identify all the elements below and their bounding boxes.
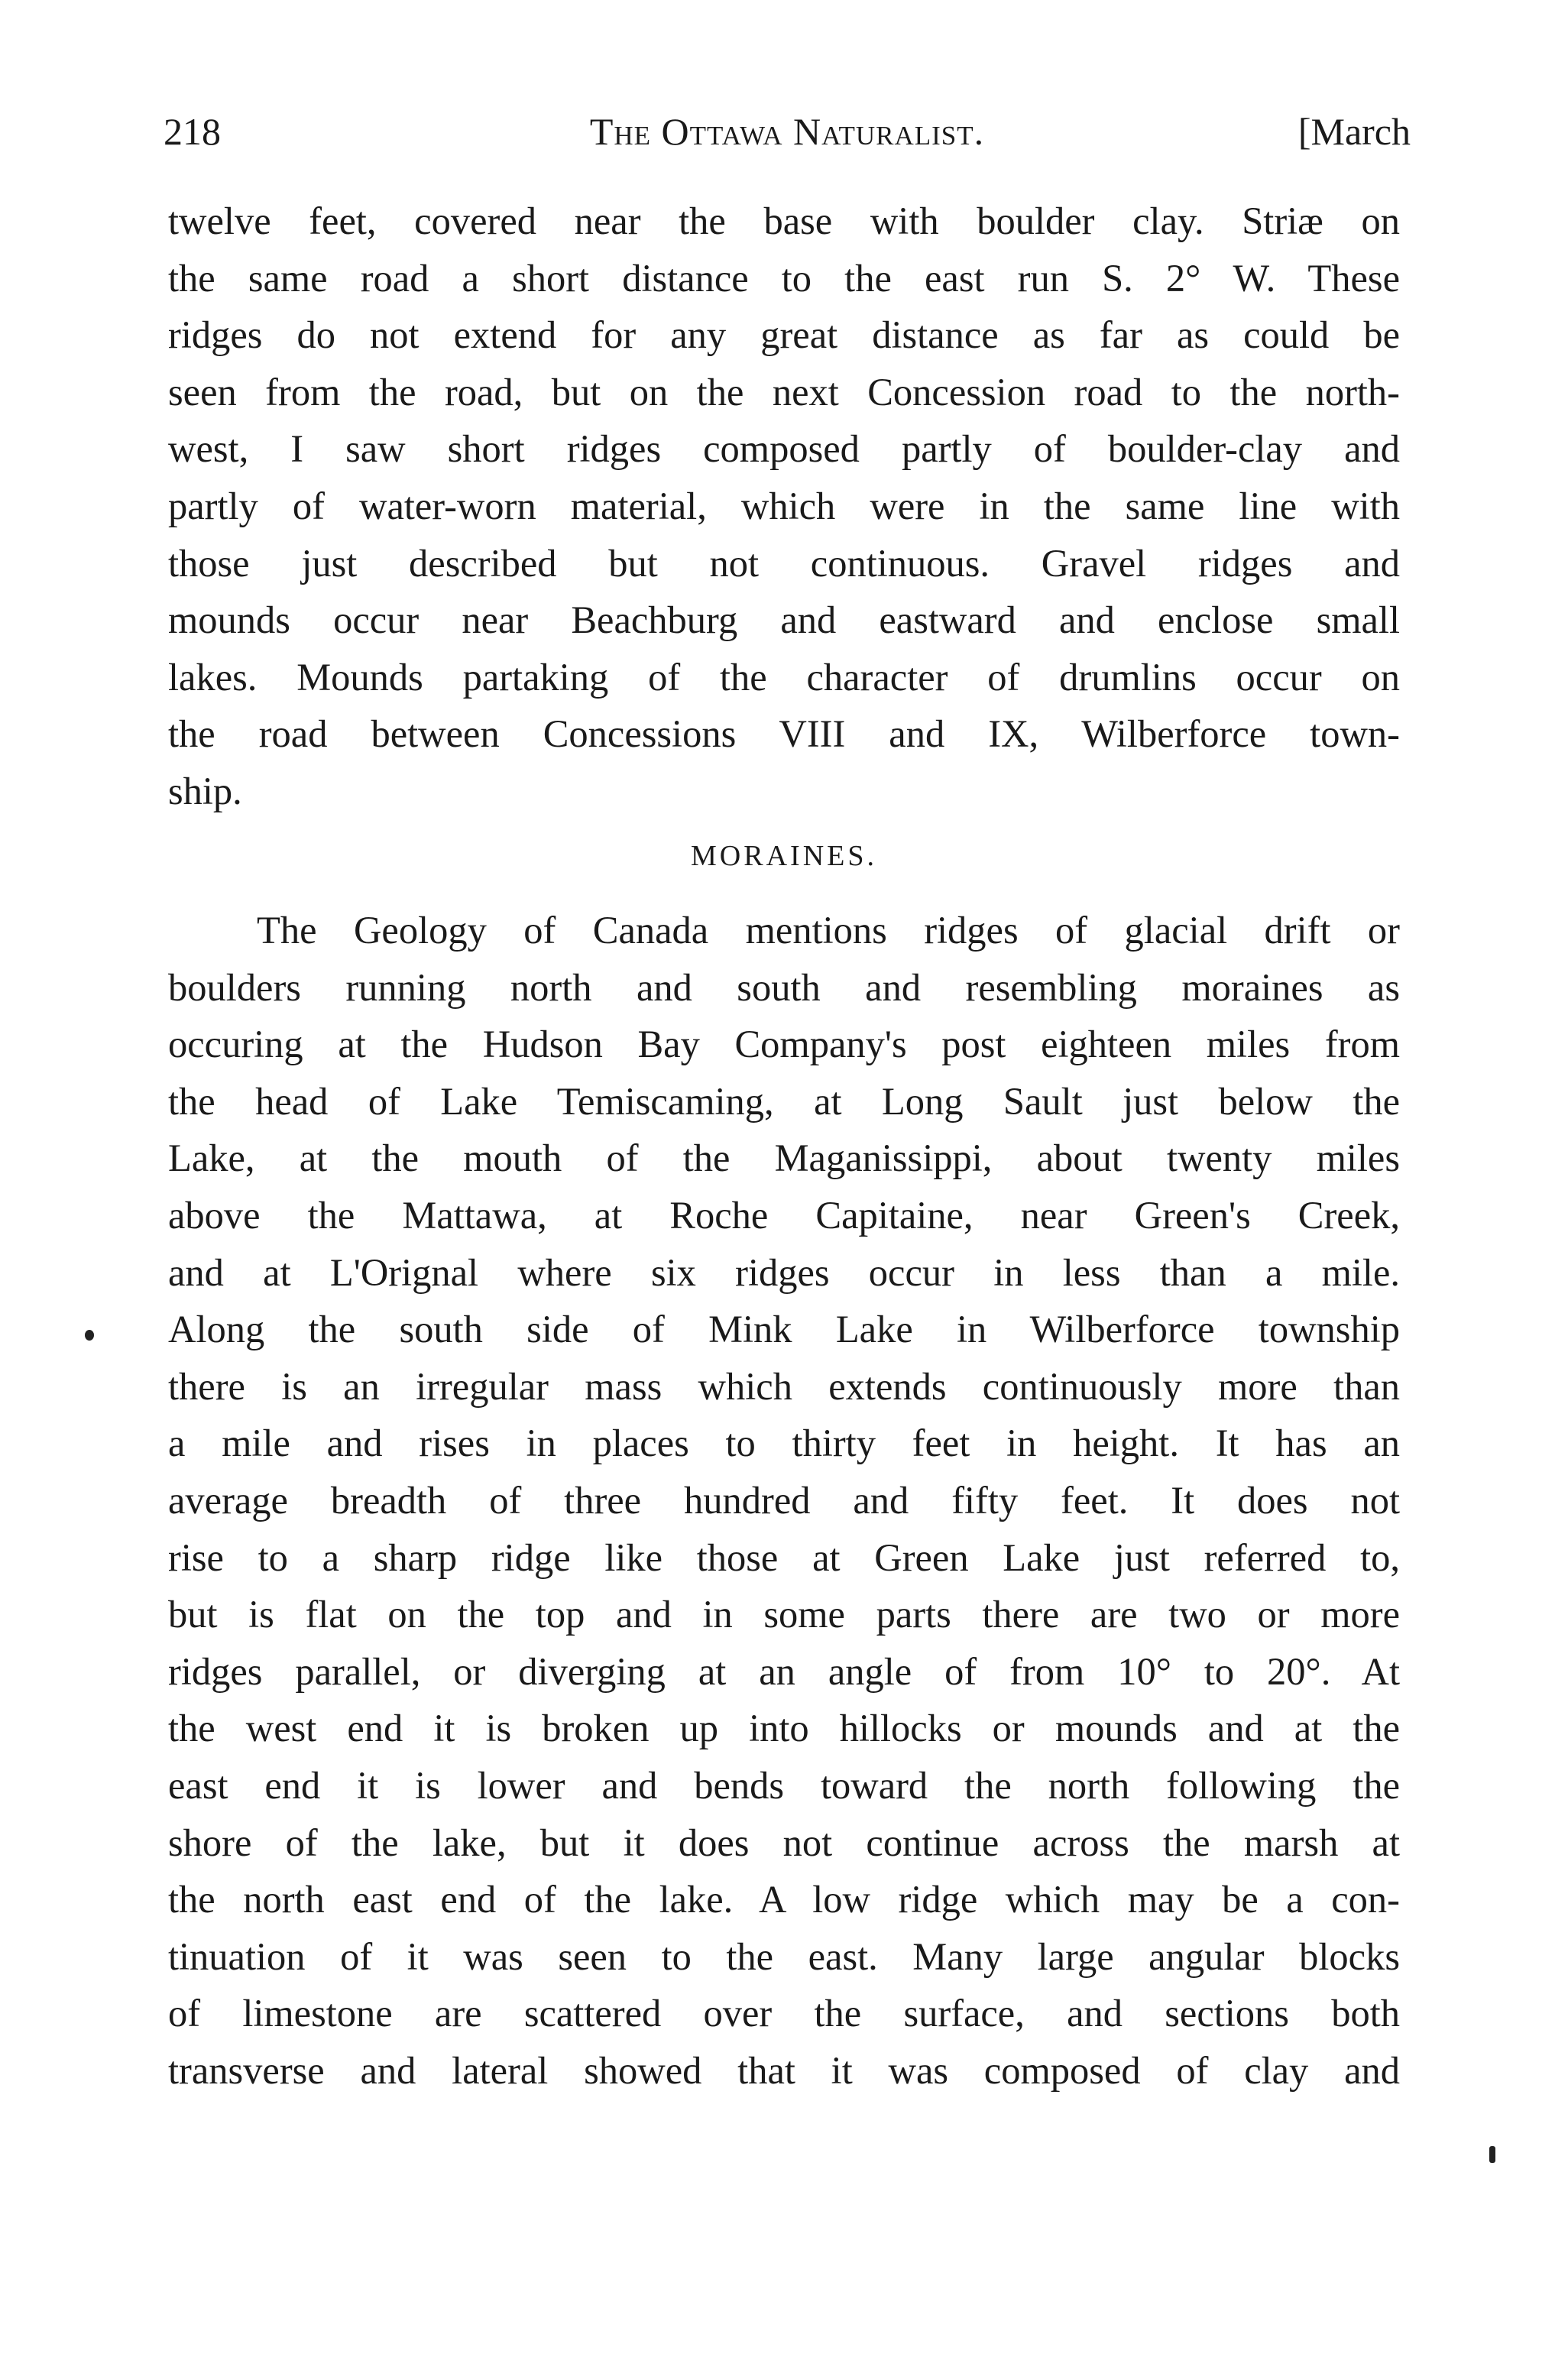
text-line: and at L'Orignal where six ridges occur in less than a mile.: [168, 1250, 1400, 1294]
text-line: Lake, at the mouth of the Maganissippi, about twenty miles: [168, 1136, 1400, 1180]
paragraph-1: [168, 193, 1400, 820]
page-number: 218: [164, 110, 221, 153]
text-line: those just described but not continuous. Gravel ridges and: [168, 541, 1400, 585]
text-line: partly of water-worn material, which were in the same line with: [168, 484, 1400, 527]
text-line: tinuation of it was seen to the east. Many large angular blocks: [168, 1934, 1400, 1978]
text-line: Along the south side of Mink Lake in Wilberforce township: [168, 1308, 1400, 1351]
text-line: ridges parallel, or diverging at an angle of from 10° to 20°. At: [168, 1649, 1400, 1693]
text-line: ship.: [168, 769, 242, 812]
text-line: a mile and rises in places to thirty feet in height. It has an: [168, 1422, 1400, 1465]
journal-title: The Ottawa Naturalist.: [589, 110, 985, 153]
text-line: the west end it is broken up into hillocks or mounds and at the: [168, 1707, 1400, 1750]
text-line: lakes. Mounds partaking of the character of drumlins occur on: [168, 655, 1400, 699]
text-line: above the Mattawa, at Roche Capitaine, near Green's Creek,: [168, 1193, 1400, 1237]
issue-month: [March: [1297, 110, 1411, 153]
ink-speck: [85, 1330, 94, 1341]
text-line: transverse and lateral showed that it was composed of clay and: [168, 2048, 1400, 2092]
text-line: rise to a sharp ridge like those at Green Lake just referred to,: [168, 1535, 1400, 1579]
text-line: ridges do not extend for any great distance as far as could be: [168, 313, 1400, 357]
text-line: west, I saw short ridges composed partly of boulder-clay and: [168, 427, 1400, 471]
text-line: The Geology of Canada mentions ridges of glacial drift or: [257, 909, 1400, 952]
text-line: seen from the road, but on the next Concession road to the north-: [168, 370, 1400, 413]
text-line: of limestone are scattered over the surface, and sections both: [168, 1992, 1400, 2035]
text-line: the north east end of the lake. A low ridge which may be a con-: [168, 1878, 1400, 1921]
text-line: occuring at the Hudson Bay Company's post eighteen miles from: [168, 1023, 1400, 1066]
text-line: the head of Lake Temiscaming, at Long Sault just below the: [168, 1079, 1400, 1123]
text-line: twelve feet, covered near the base with boulder clay. Striæ on: [168, 199, 1400, 242]
paragraph-2: [168, 902, 1400, 2099]
text-line: shore of the lake, but it does not continue across the marsh at: [168, 1821, 1400, 1864]
text-line: the same road a short distance to the east run S. 2° W. These: [168, 256, 1400, 300]
ink-speck: [1489, 2146, 1495, 2163]
text-line: the road between Concessions VIII and IX, Wilberforce town-: [168, 712, 1400, 756]
section-heading: MORAINES.: [691, 840, 877, 872]
text-line: there is an irregular mass which extends continuously more than: [168, 1364, 1400, 1408]
text-line: but is flat on the top and in some parts there are two or more: [168, 1593, 1400, 1636]
text-line: mounds occur near Beachburg and eastward and enclose small: [168, 598, 1400, 642]
text-line: east end it is lower and bends toward the north following the: [168, 1763, 1400, 1807]
running-header: [164, 101, 1411, 162]
text-line: average breadth of three hundred and fifty feet. It does not: [168, 1478, 1400, 1522]
text-line: boulders running north and south and resembling moraines as: [168, 965, 1400, 1009]
